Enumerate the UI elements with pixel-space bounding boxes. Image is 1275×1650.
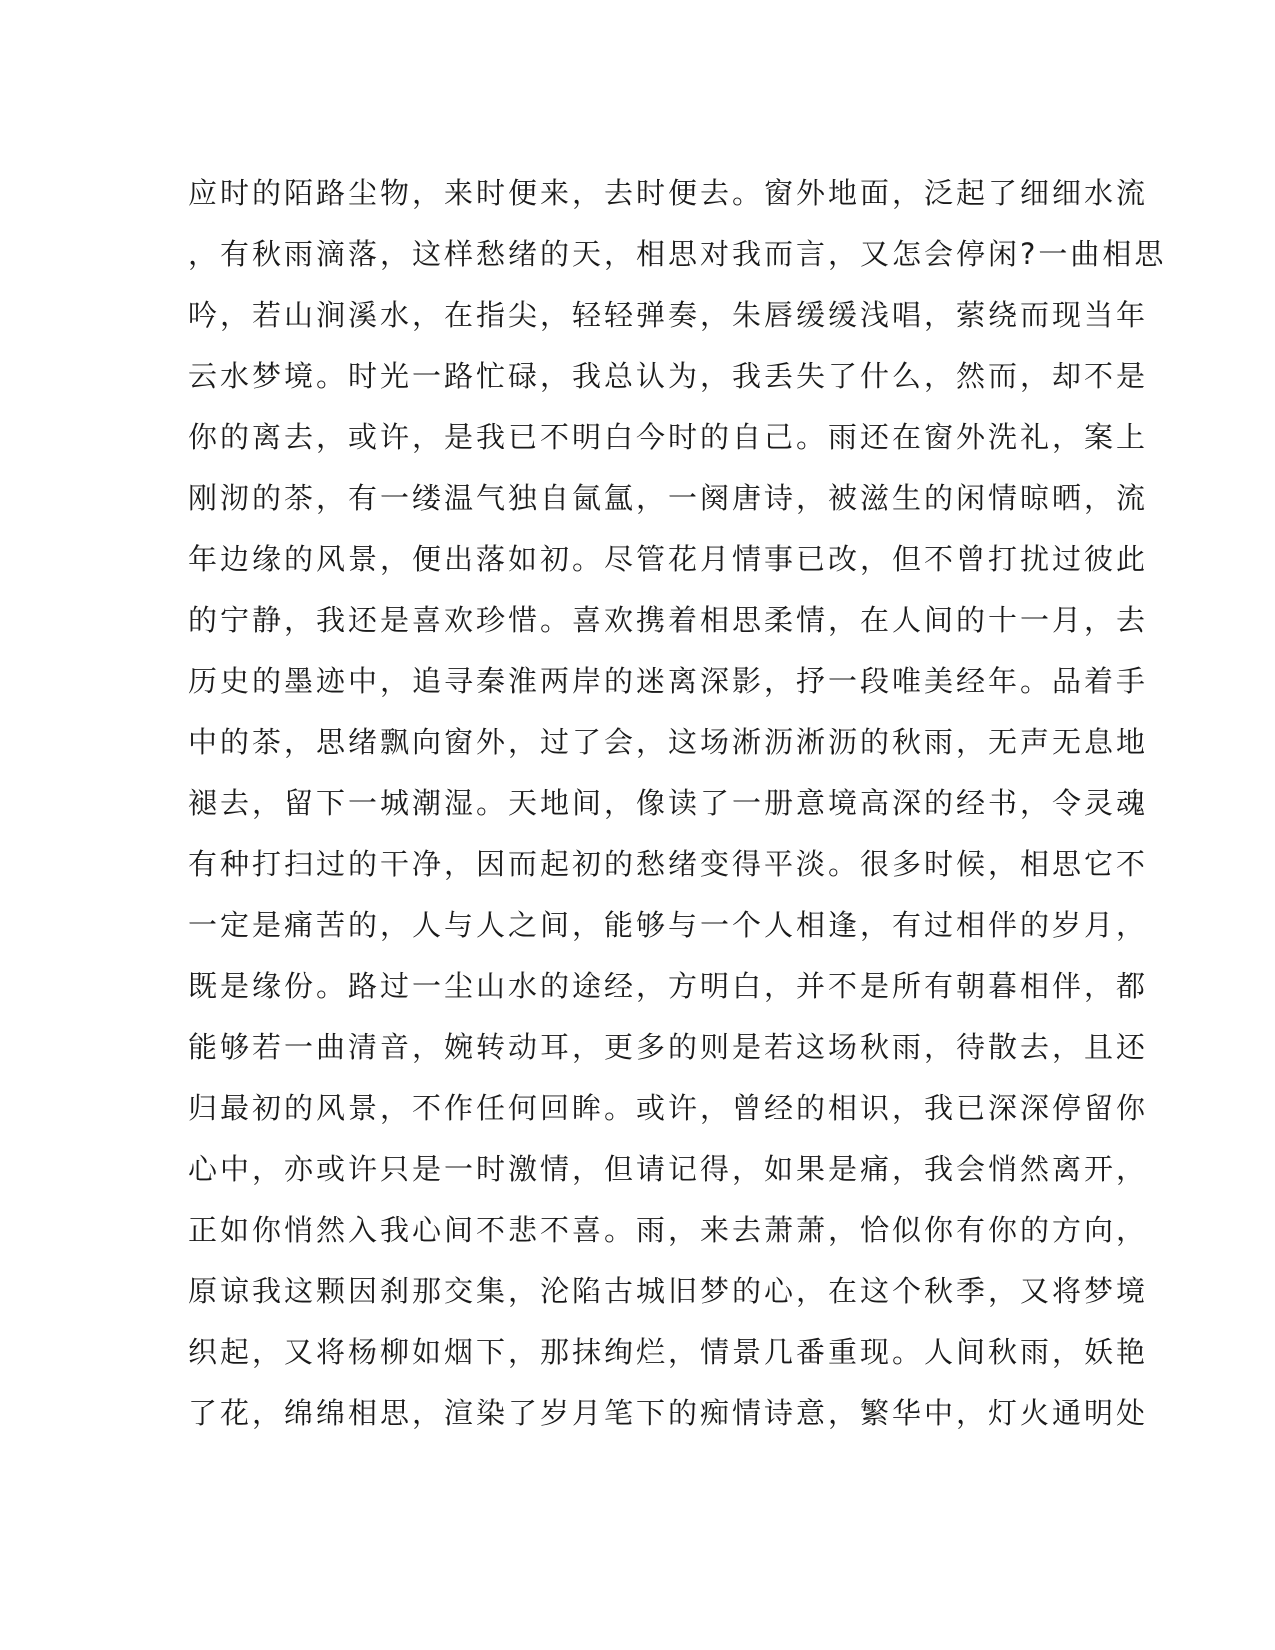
text-line: 历史的墨迹中，追寻秦淮两岸的迷离深影，抒一段唯美经年。品着手	[188, 664, 1149, 698]
text-line: 云水梦境。时光一路忙碌，我总认为，我丢失了什么，然而，却不是	[188, 359, 1149, 393]
text-line: 了花，绵绵相思，渲染了岁月笔下的痴情诗意，繁华中，灯火通明处	[188, 1396, 1149, 1430]
text-line: 中的茶，思绪飘向窗外，过了会，这场淅沥淅沥的秋雨，无声无息地	[188, 725, 1149, 759]
text-line: 原谅我这颗因刹那交集，沦陷古城旧梦的心，在这个秋季，又将梦境	[188, 1274, 1149, 1308]
text-line: 吟，若山涧溪水，在指尖，轻轻弹奏，朱唇缓缓浅唱，萦绕而现当年	[188, 298, 1149, 332]
text-line: 应时的陌路尘物，来时便来，去时便去。窗外地面，泛起了细细水流	[188, 176, 1149, 210]
text-line: 织起，又将杨柳如烟下，那抹绚烂，情景几番重现。人间秋雨，妖艳	[188, 1335, 1149, 1369]
text-line: 你的离去，或许，是我已不明白今时的自己。雨还在窗外洗礼，案上	[188, 420, 1149, 454]
text-line: 的宁静，我还是喜欢珍惜。喜欢携着相思柔情，在人间的十一月，去	[188, 603, 1149, 637]
text-line: 正如你悄然入我心间不悲不喜。雨，来去萧萧，恰似你有你的方向，	[188, 1213, 1149, 1247]
text-line: 心中，亦或许只是一时激情，但请记得，如果是痛，我会悄然离开，	[188, 1152, 1149, 1186]
body-paragraph	[188, 163, 1167, 1444]
text-line: 刚沏的茶，有一缕温气独自氤氲，一阕唐诗，被滋生的闲情晾晒，流	[188, 481, 1149, 515]
text-line: 既是缘份。路过一尘山水的途经，方明白，并不是所有朝暮相伴，都	[188, 969, 1149, 1003]
text-line: 有种打扫过的干净，因而起初的愁绪变得平淡。很多时候，相思它不	[188, 847, 1149, 881]
text-line: 褪去，留下一城潮湿。天地间，像读了一册意境高深的经书，令灵魂	[188, 786, 1149, 820]
text-line: 归最初的风景，不作任何回眸。或许，曾经的相识，我已深深停留你	[188, 1091, 1149, 1125]
text-line: 能够若一曲清音，婉转动耳，更多的则是若这场秋雨，待散去，且还	[188, 1030, 1149, 1064]
text-line: ，有秋雨滴落，这样愁绪的天，相思对我而言，又怎会停闲?一曲相思	[188, 237, 1167, 271]
text-line: 一定是痛苦的，人与人之间，能够与一个人相逢，有过相伴的岁月，	[188, 908, 1149, 942]
text-line: 年边缘的风景，便出落如初。尽管花月情事已改，但不曾打扰过彼此	[188, 542, 1149, 576]
